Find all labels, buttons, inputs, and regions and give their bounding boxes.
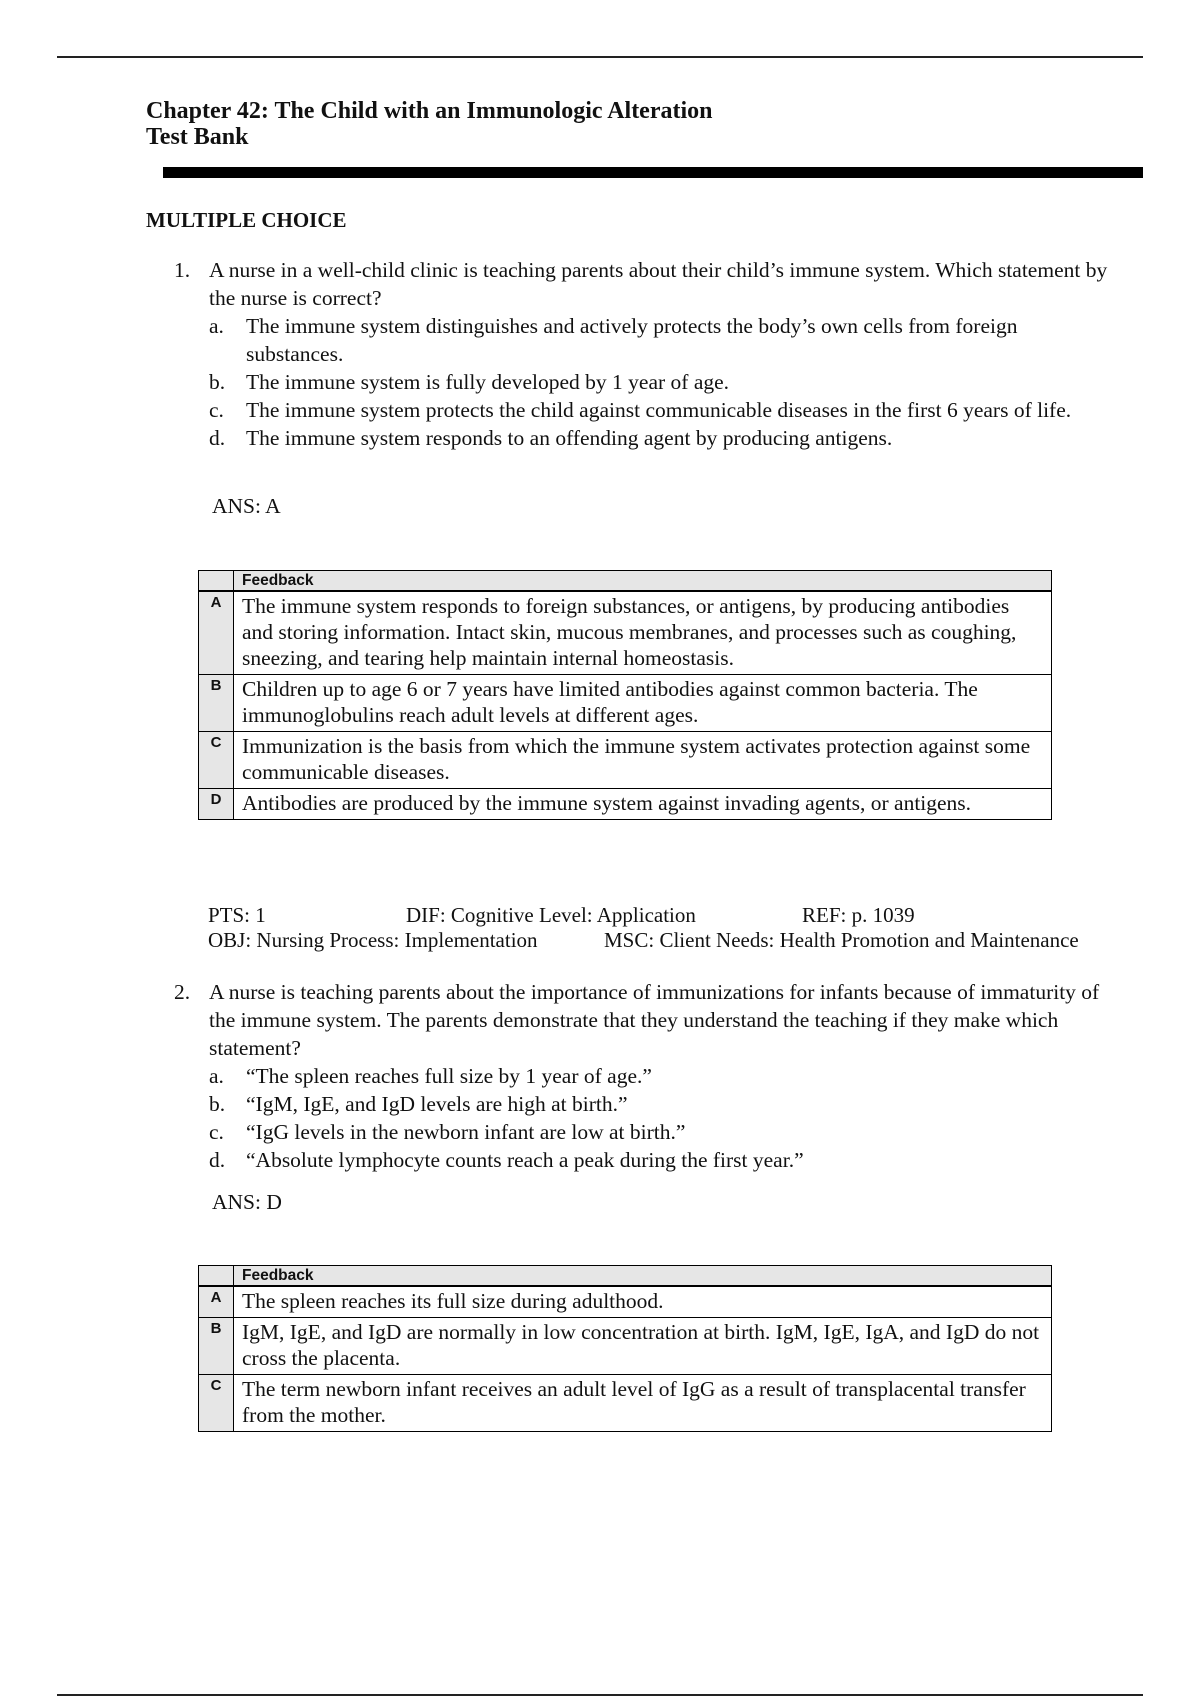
feedback-row — [199, 675, 1052, 732]
chapter-title: Chapter 42: The Child with an Immunologic Alteration — [146, 98, 713, 124]
feedback-text: The immune system responds to foreign substances, or antigens, by producing antibodies and storing information. Intact skin, mucous membranes, and processes such as coughing, sneezing, and tearing help maintain internal homeostasis. — [234, 591, 1052, 675]
option-a — [209, 312, 1114, 368]
feedback-letter: B — [199, 1318, 234, 1375]
feedback-text: The spleen reaches its full size during adulthood. — [234, 1286, 1052, 1318]
option-letter: c. — [209, 398, 224, 422]
option-c — [209, 396, 1114, 424]
question-stem — [174, 978, 1114, 1062]
feedback-text: Antibodies are produced by the immune system against invading agents, or antigens. — [234, 789, 1052, 820]
option-letter: c. — [209, 1120, 224, 1144]
feedback-letter: D — [199, 789, 234, 820]
question-text: A nurse in a well-child clinic is teaching parents about their child’s immune system. Which statement by the nurse is correct? — [209, 258, 1108, 310]
option-letter: d. — [209, 426, 226, 450]
question-number: 2. — [174, 980, 191, 1004]
option-letter: a. — [209, 1064, 224, 1088]
bottom-rule — [57, 1694, 1143, 1696]
feedback-row — [199, 591, 1052, 675]
dif-label: DIF: Cognitive Level: Application — [406, 903, 696, 927]
obj-label: OBJ: Nursing Process: Implementation — [208, 928, 538, 952]
feedback-row — [199, 732, 1052, 789]
feedback-header-row — [199, 571, 1052, 592]
test-bank-label: Test Bank — [146, 124, 249, 150]
feedback-table-2 — [198, 1265, 1052, 1432]
feedback-row — [199, 789, 1052, 820]
feedback-row — [199, 1375, 1052, 1432]
feedback-header: Feedback — [234, 571, 1052, 592]
feedback-header-blank — [199, 571, 234, 592]
title-divider — [163, 167, 1143, 178]
feedback-header-row — [199, 1266, 1052, 1287]
question-1 — [174, 256, 1114, 452]
feedback-letter: C — [199, 1375, 234, 1432]
option-text: “Absolute lymphocyte counts reach a peak during the first year.” — [246, 1148, 804, 1172]
section-heading: MULTIPLE CHOICE — [146, 208, 347, 232]
answer-2: ANS: D — [212, 1190, 282, 1214]
feedback-text: Children up to age 6 or 7 years have limited antibodies against common bacteria. The immunoglobulins reach adult levels at different ages. — [234, 675, 1052, 732]
feedback-text: IgM, IgE, and IgD are normally in low concentration at birth. IgM, IgE, IgA, and IgD do not cross the placenta. — [234, 1318, 1052, 1375]
answer-1: ANS: A — [212, 494, 281, 518]
option-b — [209, 368, 1114, 396]
feedback-letter: A — [199, 1286, 234, 1318]
option-text: The immune system is fully developed by 1 year of age. — [246, 370, 730, 394]
feedback-letter: C — [199, 732, 234, 789]
option-text: The immune system distinguishes and actively protects the body’s own cells from foreign substances. — [246, 314, 1018, 366]
option-a — [209, 1062, 1114, 1090]
feedback-row — [199, 1318, 1052, 1375]
feedback-header-blank — [199, 1266, 234, 1287]
question-text: A nurse is teaching parents about the importance of immunizations for infants because of immaturity of the immune system. The parents demonstrate that they understand the teaching if they make which statement? — [209, 980, 1100, 1060]
feedback-letter: B — [199, 675, 234, 732]
option-letter: b. — [209, 1092, 226, 1116]
option-c — [209, 1118, 1114, 1146]
pts-label: PTS: 1 — [208, 903, 266, 927]
page-title — [146, 98, 713, 150]
question-number: 1. — [174, 258, 191, 282]
option-letter: d. — [209, 1148, 226, 1172]
ref-label: REF: p. 1039 — [802, 903, 915, 927]
feedback-header: Feedback — [234, 1266, 1052, 1287]
question-stem — [174, 256, 1114, 312]
feedback-row — [199, 1286, 1052, 1318]
option-text: The immune system protects the child against communicable diseases in the first 6 years of life. — [246, 398, 1072, 422]
msc-label: MSC: Client Needs: Health Promotion and Maintenance — [604, 928, 1079, 952]
option-text: The immune system responds to an offending agent by producing antigens. — [246, 426, 893, 450]
feedback-table-1 — [198, 570, 1052, 820]
top-rule — [57, 56, 1143, 58]
option-d — [209, 1146, 1114, 1174]
question-1-metadata — [208, 903, 1128, 955]
option-text: “The spleen reaches full size by 1 year of age.” — [246, 1064, 652, 1088]
option-letter: a. — [209, 314, 224, 338]
feedback-text: Immunization is the basis from which the immune system activates protection against some communicable diseases. — [234, 732, 1052, 789]
option-d — [209, 424, 1114, 452]
feedback-text: The term newborn infant receives an adult level of IgG as a result of transplacental transfer from the mother. — [234, 1375, 1052, 1432]
option-letter: b. — [209, 370, 226, 394]
option-text: “IgM, IgE, and IgD levels are high at birth.” — [246, 1092, 628, 1116]
feedback-letter: A — [199, 591, 234, 675]
option-b — [209, 1090, 1114, 1118]
option-text: “IgG levels in the newborn infant are low at birth.” — [246, 1120, 686, 1144]
question-2 — [174, 978, 1114, 1174]
